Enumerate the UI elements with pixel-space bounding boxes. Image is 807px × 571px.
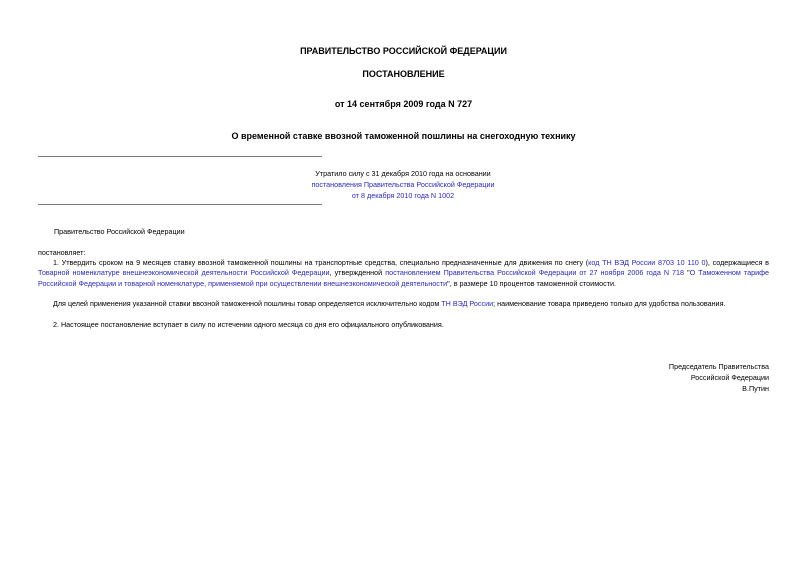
- repeal-note: [252, 168, 554, 201]
- nomenclature-link[interactable]: Товарной номенклатуре внешнеэкономической деятельности Российской Федерации: [38, 268, 330, 278]
- repeal-date-link[interactable]: от 8 декабря 2010 года N 1002: [351, 191, 455, 200]
- bottom-divider: [38, 204, 322, 205]
- signature-country: Российской Федерации: [690, 373, 769, 382]
- paragraph-2: [38, 299, 769, 309]
- paragraph-1-text-b: ), содержащиеся в: [705, 258, 769, 267]
- signature-position: Председатель Правительства: [668, 362, 769, 371]
- document-title: О временной ставке ввозной таможенной пошлины на снегоходную технику: [231, 131, 576, 141]
- paragraph-1: [38, 258, 769, 289]
- tn-ved-link[interactable]: ТН ВЭД России: [441, 299, 494, 308]
- paragraph-1-text-a: 1. Утвердить сроком на 9 месяцев ставку ввозной таможенной пошлины на транспортные средства, специально предназначенные для движения по снегу (: [53, 258, 589, 267]
- repeal-decree-link[interactable]: постановления Правительства Российской Федерации: [311, 180, 495, 189]
- repeal-note-text: Утратило силу с 31 декабря 2010 года на основании: [315, 169, 491, 178]
- tn-ved-code-link[interactable]: код ТН ВЭД России 8703 10 110 0: [588, 258, 706, 267]
- paragraph-1-text-e: ", в размере 10 процентов таможенной стоимости.: [447, 278, 617, 288]
- document-date-number: от 14 сентября 2009 года N 727: [334, 99, 473, 109]
- paragraph-1-text-d: ": [684, 268, 690, 278]
- paragraph-2-text-b: ; наименование товара приведено только для удобства пользования.: [493, 299, 726, 308]
- government-heading: ПРАВИТЕЛЬСТВО РОССИЙСКОЙ ФЕДЕРАЦИИ: [300, 46, 507, 56]
- decrees-label: постановляет:: [38, 248, 86, 257]
- government-label: Правительство Российской Федерации: [54, 227, 185, 236]
- customs-tariff-link[interactable]: О Таможенном тарифе Российской Федерации и товарной номенклатуре, применяемой при осуществлении внешнеэкономической деятельности: [38, 268, 770, 288]
- decree-718-link[interactable]: постановлением Правительства Российской Федерации от 27 ноября 2006 года N 718: [385, 268, 685, 278]
- document-type: ПОСТАНОВЛЕНИЕ: [362, 69, 445, 79]
- top-divider: [38, 156, 322, 157]
- paragraph-3: 2. Настоящее постановление вступает в силу по истечении одного месяца со дня его официального опубликования.: [53, 320, 444, 329]
- paragraph-1-text-c: , утвержденной: [329, 268, 386, 278]
- signature-block: [669, 361, 769, 394]
- paragraph-2-text-a: Для целей применения указанной ставки ввозной таможенной пошлины товар определяется исключительно кодом: [53, 299, 442, 308]
- signature-name: В.Путин: [742, 384, 769, 393]
